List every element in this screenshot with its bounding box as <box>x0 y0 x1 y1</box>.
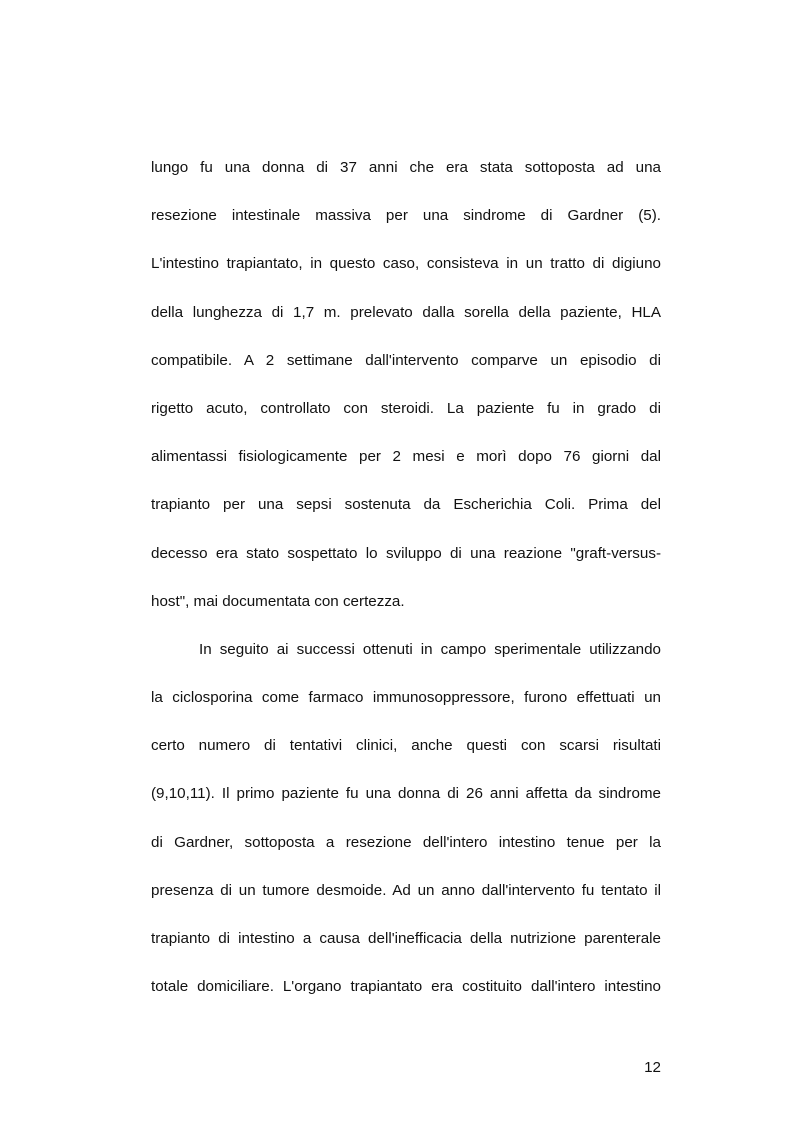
text-line: di Gardner, sottoposta a resezione dell'intero intestino tenue per la <box>151 833 661 851</box>
text-line: certo numero di tentativi clinici, anche questi con scarsi risultati <box>151 737 661 755</box>
text-line: della lunghezza di 1,7 m. prelevato dalla sorella della paziente, HLA <box>151 303 661 321</box>
text-line: trapianto di intestino a causa dell'inefficacia della nutrizione parenterale <box>151 930 661 947</box>
text-line: alimentassi fisiologicamente per 2 mesi e morì dopo 76 giorni dal <box>151 448 661 466</box>
text-line: L'intestino trapiantato, in questo caso, consisteva in un tratto di digiuno <box>151 255 661 273</box>
text-line: (9,10,11). Il primo paziente fu una donna di 26 anni affetta da sindrome <box>151 785 661 803</box>
text-line: lungo fu una donna di 37 anni che era stata sottoposta ad una <box>151 159 661 176</box>
text-line: rigetto acuto, controllato con steroidi. La paziente fu in grado di <box>151 399 661 417</box>
text-line: decesso era stato sospettato lo sviluppo di una reazione "graft-versus- <box>151 544 661 562</box>
body-text <box>151 154 661 1021</box>
text-line: compatibile. A 2 settimane dall'intervento comparve un episodio di <box>151 351 661 369</box>
page-number: 12 <box>644 1059 661 1076</box>
text-line: trapianto per una sepsi sostenuta da Escherichia Coli. Prima del <box>151 496 661 514</box>
text-line: resezione intestinale massiva per una sindrome di Gardner (5). <box>151 207 661 225</box>
paragraph-start-line: In seguito ai successi ottenuti in campo sperimentale utilizzando <box>199 640 661 658</box>
text-line: totale domiciliare. L'organo trapiantato era costituito dall'intero intestino <box>151 978 661 996</box>
text-line: presenza di un tumore desmoide. Ad un anno dall'intervento fu tentato il <box>151 881 661 899</box>
paragraph-end-line: host", mai documentata con certezza. <box>151 592 405 610</box>
text-line: la ciclosporina come farmaco immunosoppressore, furono effettuati un <box>151 689 661 707</box>
